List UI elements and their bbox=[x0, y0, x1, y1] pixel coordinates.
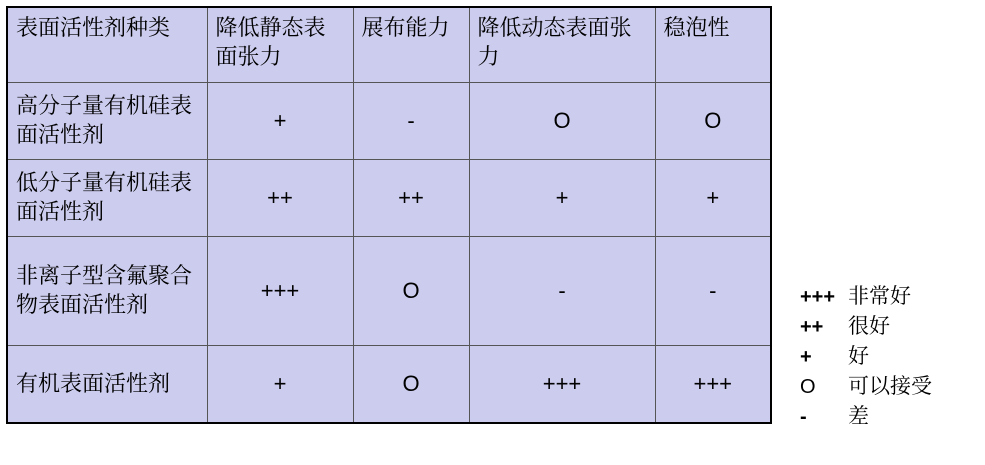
cell-value: + bbox=[207, 83, 353, 160]
legend-symbol: ++ bbox=[800, 316, 824, 338]
column-header-static-tension: 降低静态表面张力 bbox=[207, 7, 353, 83]
cell-value: - bbox=[655, 237, 771, 346]
legend-label: 差 bbox=[848, 405, 869, 428]
cell-value: + bbox=[655, 160, 771, 237]
row-label: 非离子型含氟聚合物表面活性剂 bbox=[7, 237, 207, 346]
legend-label: 好 bbox=[848, 345, 869, 368]
surfactant-comparison-table bbox=[6, 6, 772, 424]
table-row bbox=[7, 83, 771, 160]
row-label: 低分子量有机硅表面活性剂 bbox=[7, 160, 207, 237]
cell-value: +++ bbox=[469, 346, 655, 424]
legend-item bbox=[800, 370, 932, 400]
surfactant-comparison-table-container bbox=[6, 6, 772, 424]
legend-item bbox=[800, 340, 932, 370]
rating-legend bbox=[800, 280, 932, 430]
table-row bbox=[7, 346, 771, 424]
legend-label: 非常好 bbox=[848, 285, 911, 308]
legend-symbol: + bbox=[800, 346, 812, 368]
cell-value: ++ bbox=[207, 160, 353, 237]
row-label: 有机表面活性剂 bbox=[7, 346, 207, 424]
legend-symbol: O bbox=[800, 376, 816, 398]
legend-symbol: - bbox=[800, 406, 807, 428]
row-label: 高分子量有机硅表面活性剂 bbox=[7, 83, 207, 160]
column-header-foam-stability: 稳泡性 bbox=[655, 7, 771, 83]
legend-label: 很好 bbox=[848, 315, 890, 338]
cell-value: ++ bbox=[353, 160, 469, 237]
column-header-dynamic-tension: 降低动态表面张力 bbox=[469, 7, 655, 83]
cell-value: O bbox=[655, 83, 771, 160]
legend-label: 可以接受 bbox=[848, 375, 932, 398]
table-row bbox=[7, 160, 771, 237]
cell-value: O bbox=[353, 346, 469, 424]
column-header-category: 表面活性剂种类 bbox=[7, 7, 207, 83]
cell-value: +++ bbox=[655, 346, 771, 424]
legend-item bbox=[800, 280, 932, 310]
cell-value: O bbox=[353, 237, 469, 346]
cell-value: - bbox=[353, 83, 469, 160]
table-header-row bbox=[7, 7, 771, 83]
cell-value: + bbox=[207, 346, 353, 424]
legend-item bbox=[800, 310, 932, 340]
cell-value: + bbox=[469, 160, 655, 237]
cell-value: O bbox=[469, 83, 655, 160]
legend-item bbox=[800, 400, 932, 430]
cell-value: +++ bbox=[207, 237, 353, 346]
column-header-spreading: 展布能力 bbox=[353, 7, 469, 83]
table-row bbox=[7, 237, 771, 346]
legend-symbol: +++ bbox=[800, 286, 836, 308]
cell-value: - bbox=[469, 237, 655, 346]
